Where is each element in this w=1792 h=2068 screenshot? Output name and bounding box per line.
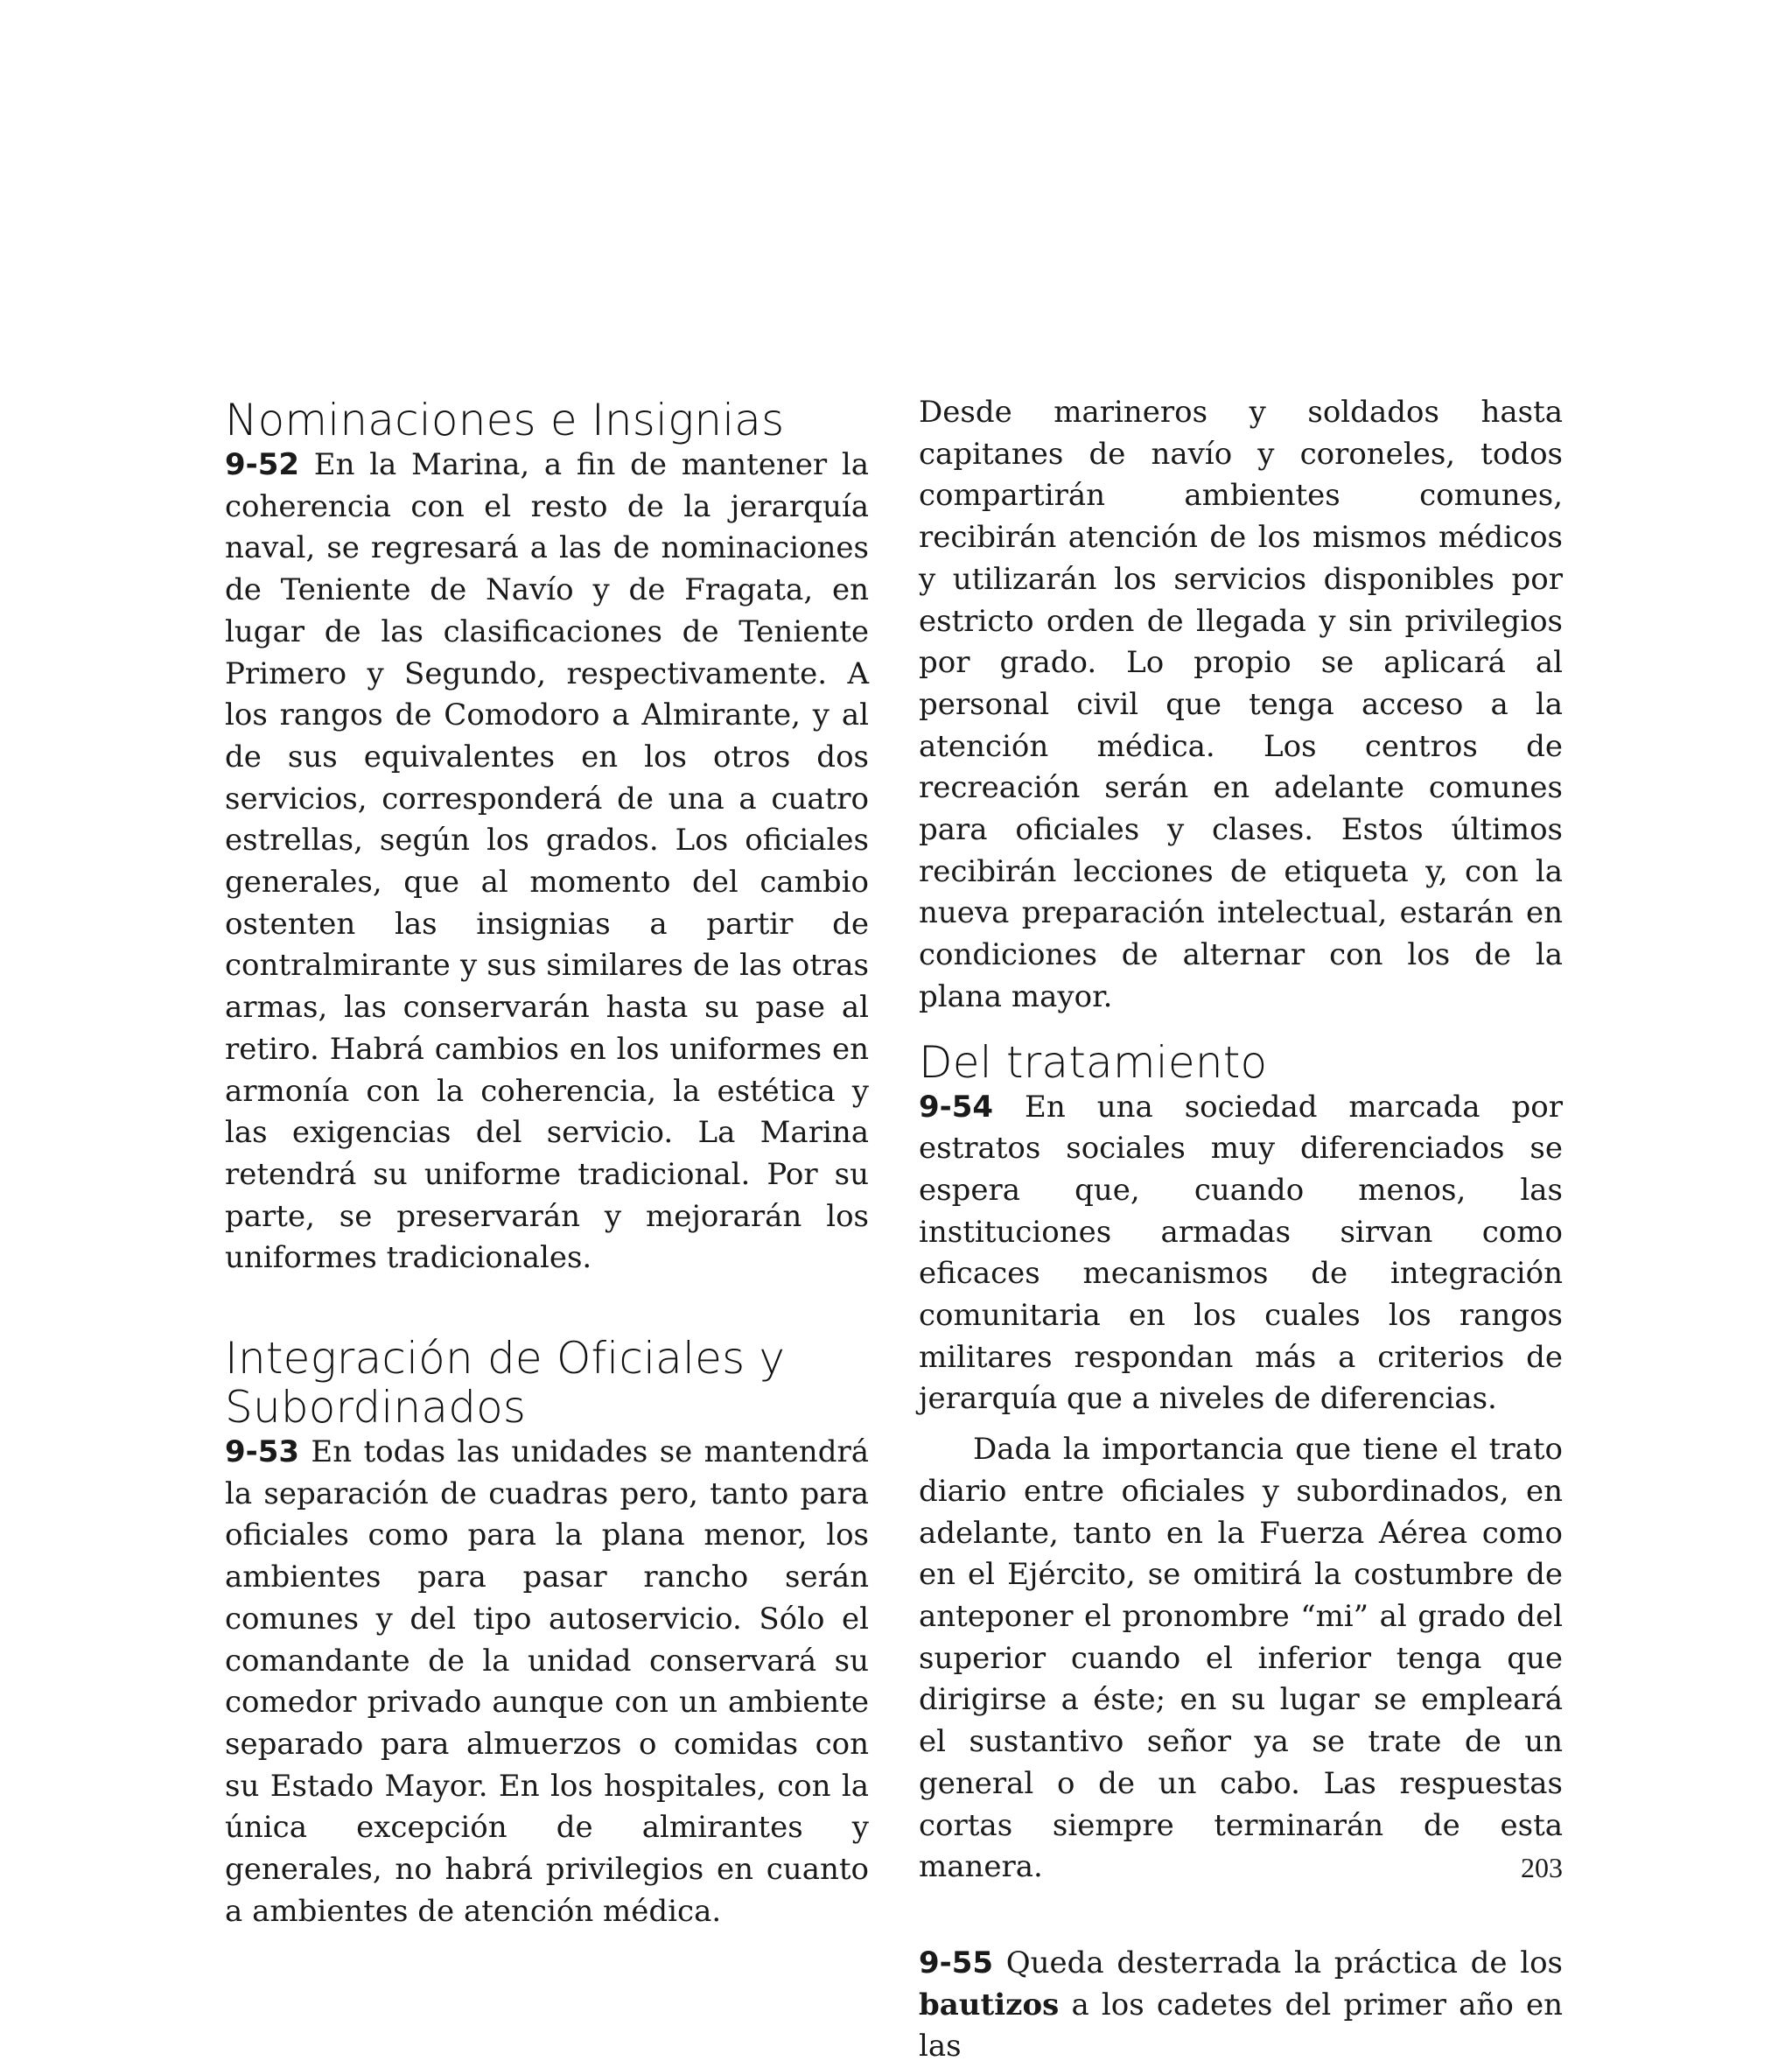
paragraph-number: 9-55 <box>919 1945 994 1980</box>
section-heading-nominaciones: Nominaciones e Insignias <box>225 395 785 445</box>
paragraph-9-52 <box>225 445 869 1279</box>
paragraph-trato-diario: Dada la importancia que tiene el trato diario entre oficiales y subordinados, en adelante, tanto en la Fuerza Aérea como en el Ejército, se omitirá la costumbre de anteponer el pronombre “mi” al grado del superior cuando el inferior tenga que dirigirse a éste; en su lugar se empleará el sustantivo señor ya se trate de un general o de un cabo. Las respuestas cortas siempre terminarán de esta manera. <box>919 1432 1563 1885</box>
paragraph-number: 9-53 <box>225 1434 300 1470</box>
left-column <box>225 396 869 1933</box>
section-heading-tratamiento: Del tratamiento <box>919 1036 1268 1088</box>
paragraph-number: 9-54 <box>919 1089 994 1125</box>
paragraph-9-54 <box>919 1087 1563 1421</box>
paragraph-text: En la Marina, a fin de mantener la coherencia con el resto de la jerarquía naval, se regresará a las de nominaciones de Teniente de Navío y de Fragata, en lugar de las clasificaciones de Teniente Primero y Segundo, respectivamente. A los rangos de Comodoro a Almirante, y al de sus equivalentes en los otros dos servicios, corresponderá de una a cuatro estrellas, según los grados. Los oficiales generales, que al momento del cambio ostenten las insignias a partir de contralmirante y sus similares de las otras armas, las conservarán hasta su pase al retiro. Habrá cambios en los uniformes en armonía con la coherencia, la estética y las exigencias del servicio. La Marina retendrá su uniforme tradicional. Por su parte, se preservarán y mejorarán los uniformes tradicionales. <box>225 447 869 1276</box>
page-number: 203 <box>1521 1852 1563 1883</box>
paragraph-continuation: Desde marineros y soldados hasta capitanes de navío y coroneles, todos compartirán ambientes comunes, recibirán atención de los mismos médicos y utilizarán los servicios disponibles por estricto orden de llegada y sin privilegios por grado. Lo propio se aplicará al personal civil que tenga acceso a la atención médica. Los centros de recreación serán en adelante comunes para oficiales y clases. Estos últimos recibirán lecciones de etiqueta y, con la nueva preparación intelectual, estarán en condiciones de alternar con los de la plana mayor. <box>919 395 1563 1014</box>
paragraph-9-53 <box>225 1432 869 1932</box>
paragraph-text: En una sociedad marcada por estratos sociales muy diferenciados se espera que, cuando menos, las instituciones armadas sirvan como eficaces mecanismos de integración comunitaria en los cuales los rangos militares respondan más a criterios de jerarquía que a niveles de diferencias. <box>919 1089 1563 1417</box>
right-column <box>919 392 1563 2068</box>
paragraph-text: En todas las unidades se mantendrá la separación de cuadras pero, tanto para oficiales como para la plana menor, los ambientes para pasar rancho serán comunes y del tipo autoservicio. Sólo el comandante de la unidad conservará su comedor privado aunque con un ambiente separado para almuerzos o comidas con su Estado Mayor. En los hospitales, con la única excepción de almirantes y generales, no habrá privilegios en cuanto a ambientes de atención médica. <box>225 1434 869 1929</box>
paragraph-text-end: a los cadetes del primer año en las <box>919 1987 1563 2064</box>
section-heading-integracion-line2: Subordinados <box>225 1382 527 1434</box>
paragraph-number: 9-52 <box>225 447 300 482</box>
paragraph-text: Queda desterrada la práctica de los <box>993 1945 1563 1980</box>
bold-term: bautizos <box>919 1987 1060 2022</box>
section-heading-integracion-line1: Integración de Oficiales y <box>225 1333 786 1385</box>
paragraph-9-55 <box>919 1943 1563 2068</box>
